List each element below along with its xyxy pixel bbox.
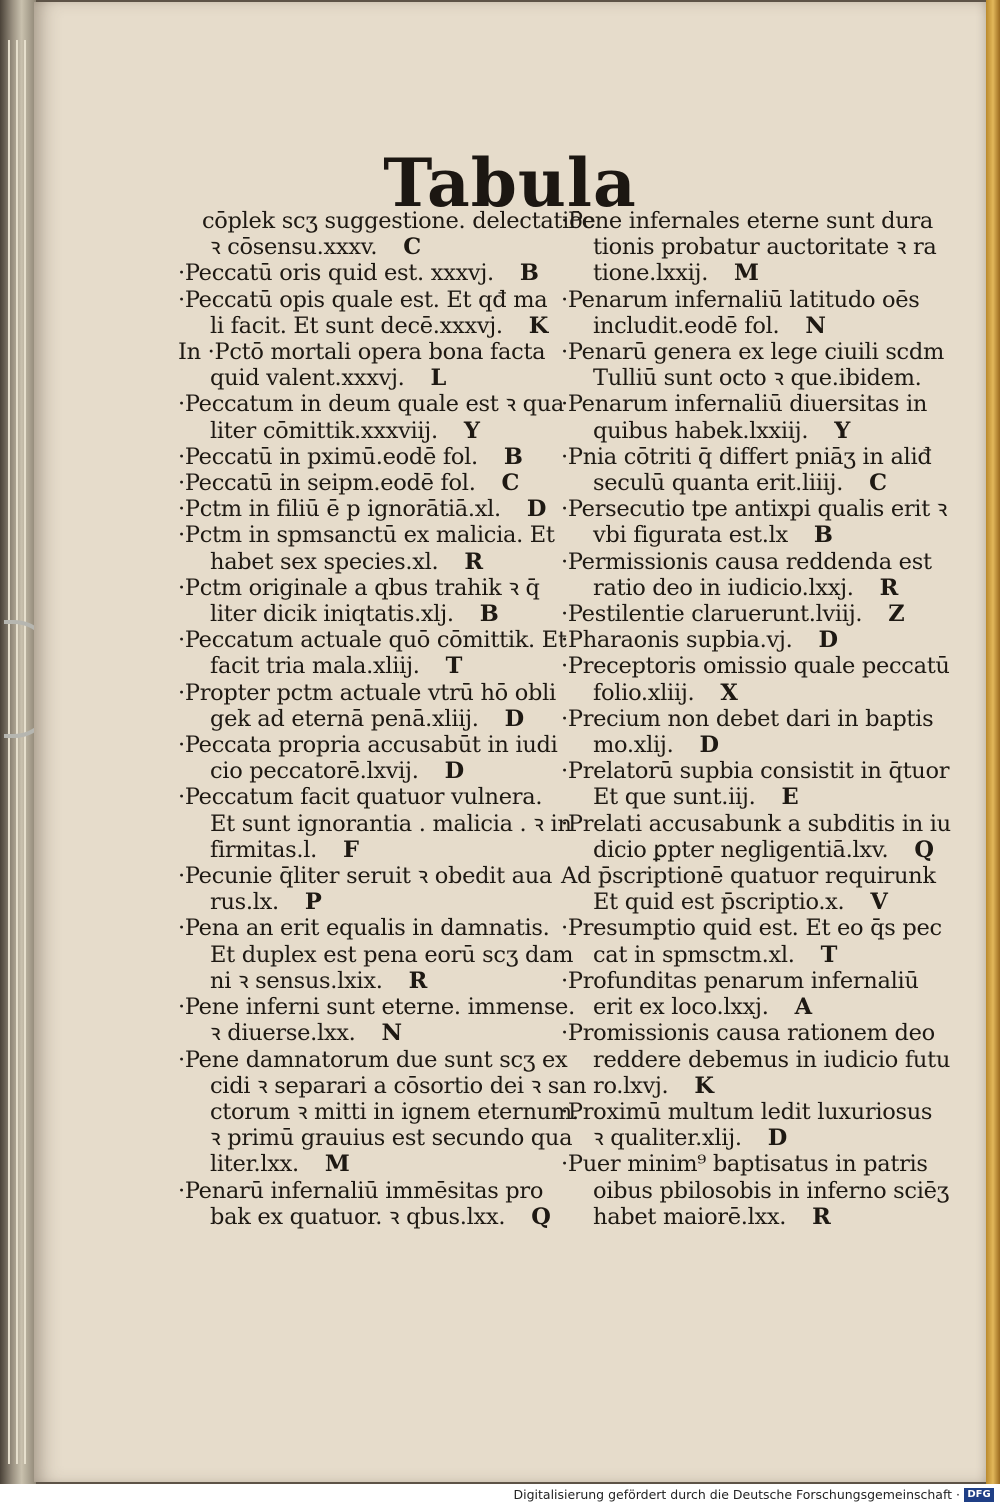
section-letter: Q [531, 1203, 551, 1230]
entry-line: dicio ꝑpter negligentiā.lxv. Q [593, 836, 934, 863]
entry-line: ·Peccatum actuale quō cōmittik. Et [178, 627, 567, 654]
book-edge-right [986, 0, 1000, 1484]
section-letter: N [805, 312, 826, 339]
entry-line: rus.lx. P [210, 889, 322, 916]
entry-line: quid valent.xxxvj. L [210, 365, 447, 392]
entry-line: ·Profunditas penarum infernaliū [561, 967, 919, 994]
entry-line: ·Prelatorū supbia consistit in q̄tuor [561, 758, 950, 785]
entry-line: ꝛ diuerse.lxx. N [210, 1020, 402, 1047]
section-letter: Y [834, 417, 850, 444]
section-letter: R [464, 548, 483, 575]
entry-line: Ad p̄scriptionē quatuor requirunk [561, 863, 936, 890]
footer-bar [0, 1484, 1000, 1506]
section-letter: C [869, 470, 887, 497]
entry-line: cōplek scʒ suggestione. delectatiōe [202, 208, 596, 234]
entry-line: oibus pbilosobis in inferno sciēʒ [593, 1177, 950, 1204]
entry-line: habet maiorē.lxx. R [593, 1203, 831, 1230]
section-letter: B [813, 522, 833, 549]
entry-line: ·Persecutio tpe antixpi qualis erit ꝛ [561, 496, 948, 523]
entry-line: In ·Pctō mortali opera bona facta [178, 339, 546, 366]
index-entry [561, 653, 951, 705]
index-entry [561, 627, 951, 653]
section-letter: V [870, 889, 888, 916]
index-entry [178, 915, 574, 994]
entry-line: ꝛ primū grauius est secundo qua [210, 1125, 573, 1152]
entry-line: Et duplex est pena eorū scʒ dam [210, 941, 574, 968]
index-column-left [178, 208, 596, 1230]
entry-line: ·Peccatū opis quale est. Et qđ ma [178, 286, 548, 313]
entry-line: tione.lxxij. M [593, 260, 759, 287]
section-letter: M [324, 1151, 350, 1178]
index-entry [561, 1020, 951, 1099]
index-entry [178, 208, 596, 261]
entry-line: Tulliū sunt octo ꝛ que.ibidem. [593, 365, 922, 392]
entry-line: ·Pecunie q̄liter seruit ꝛ obedit aua [178, 863, 553, 890]
section-letter: X [720, 679, 738, 706]
dfg-logo: DFG [964, 1488, 994, 1502]
entry-line: seculū quanta erit.liiij. C [593, 470, 887, 497]
index-entry [178, 863, 570, 915]
entry-line: ·Precium non debet dari in baptis [561, 705, 934, 732]
section-letter: B [503, 443, 523, 470]
entry-line: reddere debemus in iudicio futu [593, 1046, 951, 1073]
entry-line: ·Pene damnatorum due sunt scʒ ex [178, 1046, 568, 1073]
entry-line: tionis probatur auctoritate ꝛ ra [593, 234, 937, 261]
entry-line: liter.lxx. M [210, 1151, 350, 1178]
entry-line: ·Pharaonis supbia.vj. D [561, 627, 838, 654]
index-entry [561, 758, 951, 810]
section-letter: D [818, 627, 838, 654]
index-entry [561, 811, 951, 863]
section-letter: R [408, 967, 427, 994]
index-entry [178, 784, 570, 863]
section-letter: P [304, 889, 322, 916]
index-entry [178, 444, 570, 470]
entry-line: ·Puer minim⁹ baptisatus in patris [561, 1151, 928, 1178]
section-letter: D [504, 705, 524, 732]
index-entry [561, 496, 951, 548]
section-letter: C [403, 234, 421, 261]
section-letter: Y [463, 417, 480, 444]
section-letter: K [694, 1072, 714, 1099]
section-letter: T [820, 941, 838, 968]
index-entry [178, 994, 575, 1047]
entry-line: Et sunt ignorantia . malicia . ꝛ in [210, 810, 572, 837]
entry-line: liter cōmittik.xxxviij. Y [210, 417, 480, 444]
section-letter: N [381, 1020, 402, 1047]
section-letter: L [430, 365, 447, 392]
entry-line: ·Peccata propria accusabūt in iudi [178, 732, 558, 759]
entry-line: ·Promissionis causa rationem deo [561, 1020, 935, 1047]
entry-line: ·Pctm originale a qbus trahik ꝛ q̄ [178, 574, 540, 601]
scanned-page [34, 2, 986, 1482]
index-entry [178, 391, 570, 443]
entry-line: Et quid est p̄scriptio.x. V [593, 889, 888, 916]
entry-line: ·Presumptio quid est. Et eo q̄s pec [561, 915, 942, 942]
index-entry [561, 1099, 951, 1151]
section-letter: C [501, 470, 520, 497]
entry-line: ·Pnia cōtriti q̄ differt pniāʒ in aliđ [561, 443, 932, 470]
entry-line: ·Pena an erit equalis in damnatis. [178, 915, 550, 942]
index-entry [178, 680, 570, 732]
entry-line: ·Propter pctm actuale vtrū hō obli [178, 679, 556, 706]
section-letter: R [812, 1203, 831, 1230]
entry-line: ·Peccatū oris quid est. xxxvj. B [178, 260, 539, 287]
index-entry [178, 522, 570, 574]
entry-line: ·Proximū multum ledit luxuriosus [561, 1098, 933, 1125]
index-entry [561, 339, 951, 391]
section-letter: F [343, 836, 359, 863]
entry-line: erit ex loco.lxxj. A [593, 994, 812, 1021]
section-letter: B [479, 601, 499, 628]
entry-line: ·Pctm in spmsanctū ex malicia. Et [178, 522, 555, 549]
entry-line: ctorum ꝛ mitti in ignem eternum. [210, 1098, 579, 1125]
section-letter: R [879, 574, 899, 601]
entry-line: vbi figurata est.lx B [593, 522, 833, 549]
section-letter: E [781, 784, 799, 811]
index-entry [178, 260, 570, 286]
entry-line: ·Peccatū in pximū.eodē fol. B [178, 443, 523, 470]
section-letter: D [526, 496, 547, 523]
index-entry [178, 287, 570, 339]
index-entry [561, 391, 951, 443]
entry-line: quibus habek.lxxiij. Y [593, 417, 850, 444]
index-entry [178, 339, 570, 391]
index-entry [561, 706, 951, 758]
entry-line: cio peccatorē.lxvij. D [210, 758, 464, 785]
entry-line: ·Peccatum in deum quale est ꝛ qua [178, 391, 565, 418]
entry-line: ni ꝛ sensus.lxix. R [210, 967, 427, 994]
book-edge-left [0, 0, 36, 1484]
entry-line: habet sex species.xl. R [210, 548, 483, 575]
entry-line: bak ex quatuor. ꝛ qbus.lxx. Q [210, 1203, 551, 1230]
entry-line: ꝛ qualiter.xlij. D [593, 1125, 787, 1152]
entry-line: ratio deo in iudicio.lxxj. R [593, 574, 899, 601]
entry-line: folio.xliij. X [593, 679, 738, 706]
section-letter: K [528, 312, 549, 339]
section-letter: A [794, 994, 812, 1021]
section-letter: M [734, 260, 759, 287]
entry-line: ·Prelati accusabunk a subditis in iu [561, 810, 951, 837]
entry-line: facit tria mala.xliij. T [210, 653, 463, 680]
entry-line: ro.lxvj. K [593, 1072, 714, 1099]
section-letter: Z [888, 601, 905, 628]
entry-line: Et que sunt.iij. E [593, 784, 799, 811]
section-letter: Q [914, 836, 934, 863]
index-entry [178, 1046, 587, 1178]
section-letter: T [445, 653, 463, 680]
entry-line: mo.xlij. D [593, 732, 719, 759]
entry-line: ·Preceptoris omissio quale peccatū [561, 653, 950, 680]
entry-line: ·Pene infernales eterne sunt dura [561, 208, 934, 234]
entry-line: ·Penarū genera ex lege ciuili scdm [561, 339, 945, 366]
entry-line: ·Permissionis causa reddenda est [561, 548, 932, 575]
funding-note: Digitalisierung gefördert durch die Deutsche Forschungsgemeinschaft · [513, 1487, 960, 1502]
index-entry [561, 863, 951, 915]
index-entry [178, 732, 570, 784]
entry-line: ·Peccatum facit quatuor vulnera. [178, 784, 543, 811]
entry-line: ꝛ cōsensu.xxxv. C [210, 234, 421, 261]
section-letter: D [767, 1125, 787, 1152]
index-entry [561, 208, 951, 287]
index-entry [178, 496, 570, 522]
entry-line: ·Pctm in filiū ē p ignorātiā.xl. D [178, 496, 547, 523]
entry-line: ·Penarum infernaliū latitudo oēs [561, 286, 920, 313]
entry-line: ·Pene inferni sunt eterne. immense. [178, 994, 575, 1021]
section-letter: B [519, 260, 539, 287]
index-entry [561, 1151, 951, 1230]
index-entry [561, 444, 951, 496]
index-entry [178, 1178, 570, 1230]
page-heading: Tabula [383, 144, 637, 222]
entry-line: includit.eodē fol. N [593, 312, 826, 339]
entry-line: gek ad eternā penā.xliij. D [210, 705, 524, 732]
index-entry [178, 627, 570, 679]
index-entry [561, 287, 951, 339]
index-column-right [561, 208, 951, 1230]
index-entry [561, 915, 951, 967]
entry-line: cidi ꝛ separari a cōsortio dei ꝛ san [210, 1072, 587, 1099]
entry-line: ·Penarum infernaliū diuersitas in [561, 391, 928, 418]
entry-line: firmitas.l. F [210, 836, 359, 863]
entry-line: ·Penarū infernaliū immēsitas pro [178, 1177, 544, 1204]
entry-line: cat in spmsctm.xl. T [593, 941, 838, 968]
entry-line: li facit. Et sunt decē.xxxvj. K [210, 312, 549, 339]
index-entry [561, 601, 951, 627]
index-entry [178, 470, 570, 496]
section-letter: D [699, 732, 719, 759]
entry-line: ·Peccatū in seipm.eodē fol. C [178, 470, 520, 497]
section-letter: D [444, 758, 464, 785]
index-entry [561, 549, 951, 601]
index-entry [561, 968, 951, 1020]
index-entry [178, 575, 570, 627]
entry-line: liter dicik iniqtatis.xlj. B [210, 601, 499, 628]
entry-line: ·Pestilentie claruerunt.lviij. Z [561, 601, 905, 628]
